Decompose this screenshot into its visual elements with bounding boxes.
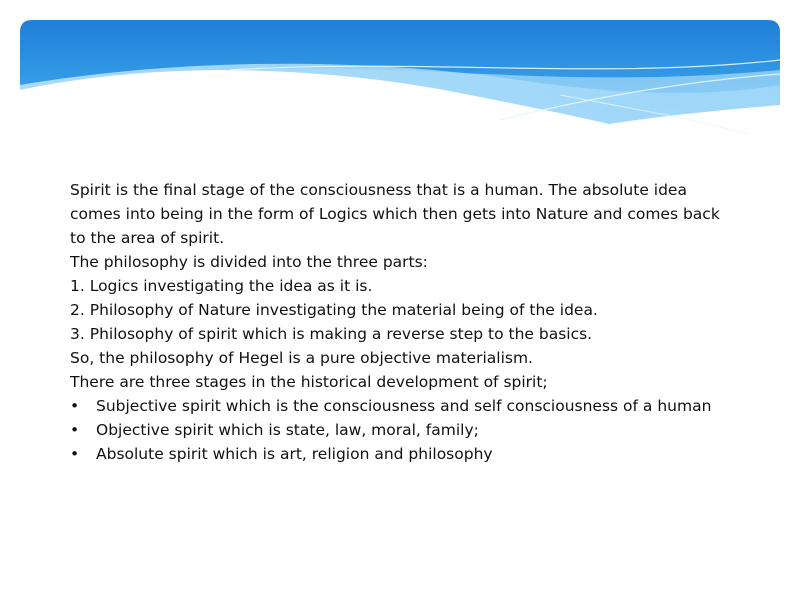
- slide-body: [70, 178, 730, 466]
- header-wave-banner: [0, 0, 800, 150]
- list-item-text: Subjective spirit which is the consciousness and self consciousness of a human: [96, 397, 712, 415]
- paragraph-division: The philosophy is divided into the three parts:: [70, 253, 428, 271]
- bullet-icon: •: [70, 445, 80, 463]
- bullet-icon: •: [70, 397, 80, 415]
- paragraph-intro: Spirit is the final stage of the consciousness that is a human. The absolute idea comes into being in the form of Logics which then gets into Nature and comes back to the area of spirit.: [70, 181, 720, 247]
- list-item-text: Absolute spirit which is art, religion and philosophy: [96, 445, 493, 463]
- list-item: [70, 418, 730, 442]
- paragraph-conclusion: So, the philosophy of Hegel is a pure objective materialism.: [70, 349, 533, 367]
- stages-list: [70, 394, 730, 466]
- paragraph-part-3: 3. Philosophy of spirit which is making a reverse step to the basics.: [70, 325, 593, 343]
- paragraph-part-2: 2. Philosophy of Nature investigating the material being of the idea.: [70, 301, 598, 319]
- bullet-icon: •: [70, 421, 80, 439]
- paragraph-part-1: 1. Logics investigating the idea as it is.: [70, 277, 373, 295]
- paragraph-stages: There are three stages in the historical development of spirit;: [70, 373, 548, 391]
- list-item: [70, 394, 730, 418]
- list-item-text: Objective spirit which is state, law, moral, family;: [96, 421, 479, 439]
- list-item: [70, 442, 730, 466]
